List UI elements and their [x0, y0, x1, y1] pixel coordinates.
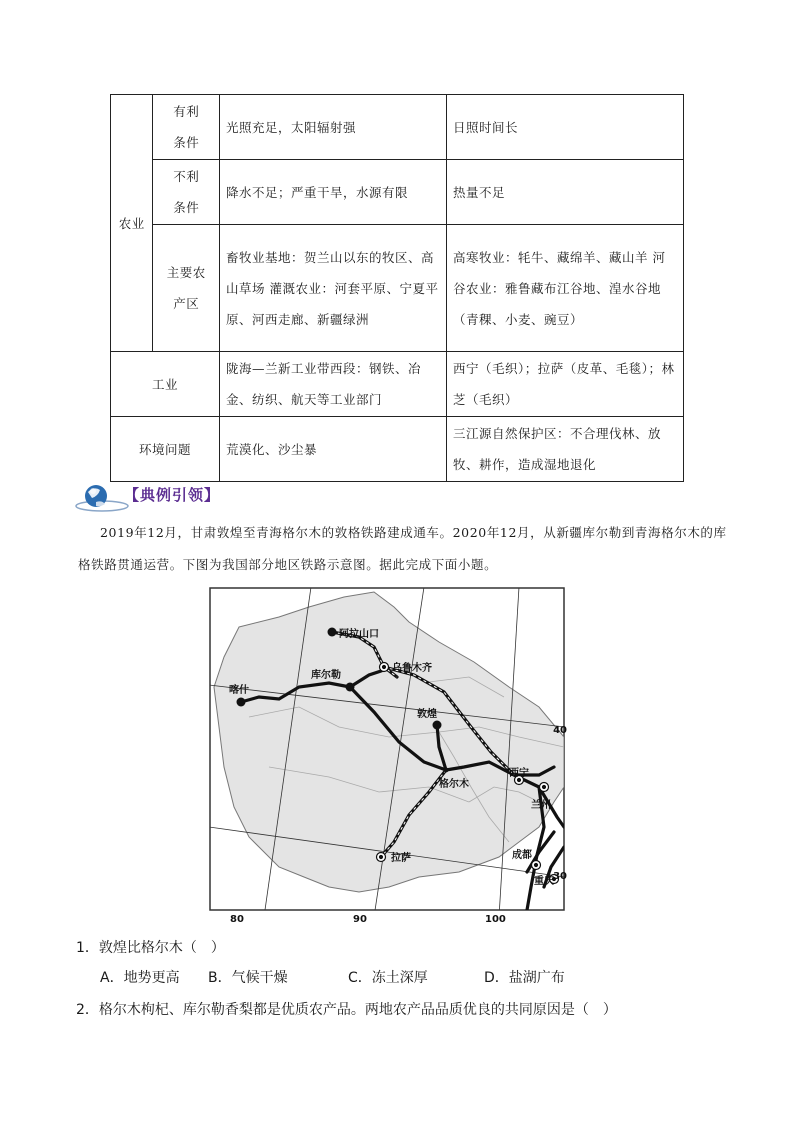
section-header: [74, 480, 314, 514]
city-label-dunhuang: 敦煌: [417, 709, 437, 720]
favorable-conditions-label: 有利条件: [153, 95, 220, 160]
unfavorable-conditions-label: 不利条件: [153, 160, 220, 225]
table-row: [111, 352, 684, 417]
table-row: [111, 160, 684, 225]
main-agri-areas-label: 主要农产区: [153, 225, 220, 352]
favorable-conditions-qinghai-tibet: 日照时间长: [447, 95, 684, 160]
city-label-urumqi: 乌鲁木齐: [392, 663, 432, 674]
intro-paragraph: 2019年12月，甘肃敦煌至青海格尔木的敦格铁路建成通车。2020年12月，从新疆库尔勒到青海格尔木的库格铁路贯通运营。下图为我国部分地区铁路示意图。据此完成下面小题。: [78, 525, 727, 572]
table-row: [111, 225, 684, 352]
table-row: [111, 417, 684, 482]
option-d[interactable]: D．盐湖广布: [484, 970, 565, 986]
railway-map: [209, 587, 565, 927]
longitude-label-80: 80: [230, 914, 244, 925]
longitude-label-100: 100: [485, 914, 506, 925]
industry-label: 工业: [111, 352, 220, 417]
city-label-kashgar: 喀什: [229, 685, 249, 696]
unfavorable-conditions-northwest: 降水不足；严重干旱，水源有限: [219, 160, 446, 225]
industry-northwest: 陇海—兰新工业带西段：钢铁、冶金、纺织、航天等工业部门: [219, 352, 446, 417]
environment-qinghai-tibet: 三江源自然保护区：不合理伐林、放牧、耕作，造成湿地退化: [447, 417, 684, 482]
latitude-label-40: 40: [553, 725, 567, 736]
main-agri-areas-qinghai-tibet: 高寒牧业：牦牛、藏绵羊、藏山羊 河谷农业：雅鲁藏布江谷地、湟水谷地（青稞、小麦、豌豆）: [447, 225, 684, 352]
question-1-options: [100, 967, 565, 987]
city-label-xining: 西宁: [509, 768, 529, 779]
agriculture-label: 农业: [111, 95, 153, 352]
globe-icon: [74, 480, 130, 514]
main-agri-areas-northwest: 畜牧业基地：贺兰山以东的牧区、高山草场 灌溉农业：河套平原、宁夏平原、河西走廊、新疆绿洲: [219, 225, 446, 352]
environment-northwest: 荒漠化、沙尘暴: [219, 417, 446, 482]
city-label-alashankou: 阿拉山口: [339, 629, 379, 640]
section-title: 【典例引领】: [124, 486, 221, 504]
city-label-lhasa: 拉萨: [391, 853, 411, 864]
table-row: [111, 95, 684, 160]
city-label-chengdu: 成都: [512, 850, 532, 861]
favorable-conditions-northwest: 光照充足，太阳辐射强: [219, 95, 446, 160]
question-2: 2．格尔木枸杞、库尔勒香梨都是优质农产品。两地农产品品质优良的共同原因是（ ）: [76, 1002, 617, 1018]
longitude-label-90: 90: [353, 914, 367, 925]
option-a[interactable]: A．地势更高: [100, 970, 180, 986]
regional-comparison-table: [110, 94, 684, 482]
city-label-lanzhou: 兰州: [531, 800, 551, 811]
city-label-golmud: 格尔木: [439, 779, 469, 790]
environment-label: 环境问题: [111, 417, 220, 482]
city-label-chongqing: 重庆: [534, 876, 554, 887]
city-label-korla: 库尔勒: [311, 670, 341, 681]
option-b[interactable]: B．气候干燥: [208, 970, 288, 986]
option-c[interactable]: C．冻土深厚: [348, 970, 428, 986]
industry-qinghai-tibet: 西宁（毛织）；拉萨（皮革、毛毯）；林芝（毛织）: [447, 352, 684, 417]
latitude-label-30: 30: [553, 871, 567, 882]
unfavorable-conditions-qinghai-tibet: 热量不足: [447, 160, 684, 225]
question-1: 1．敦煌比格尔木（ ）: [76, 940, 225, 956]
